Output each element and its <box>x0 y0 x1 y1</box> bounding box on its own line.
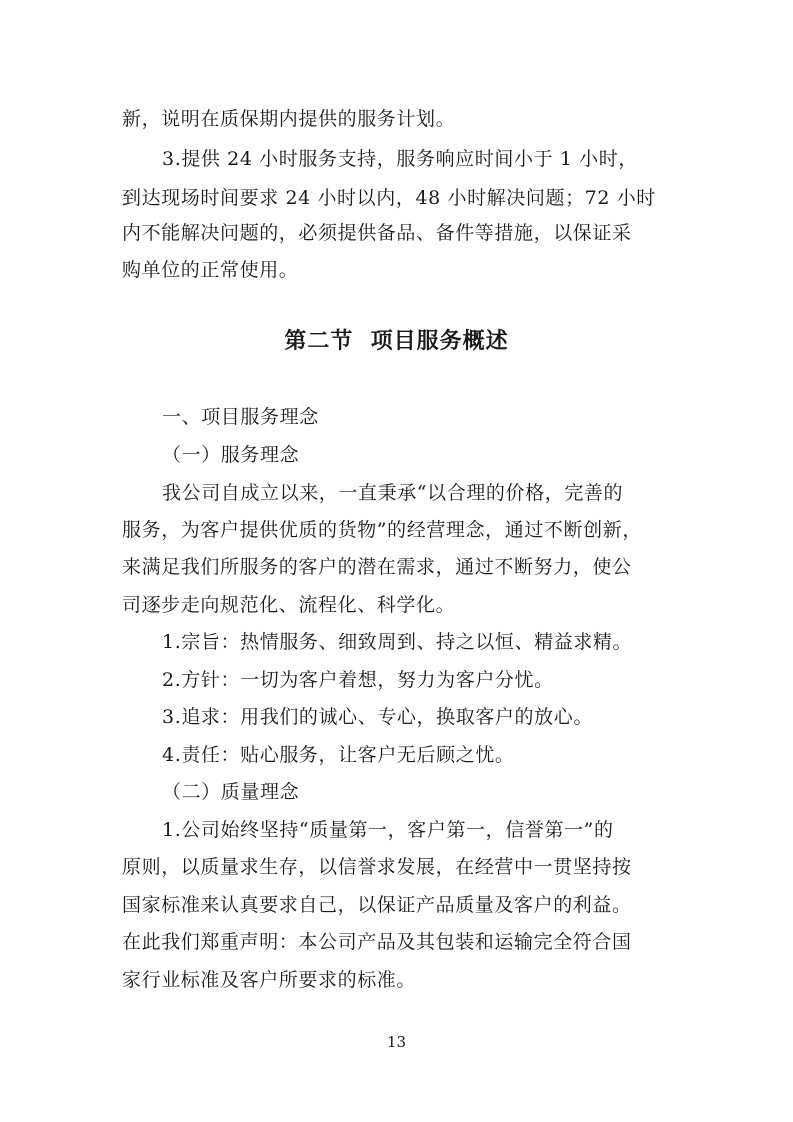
paragraph-line: 服务，为客户提供优质的货物”的经营理念，通过不断创新， <box>122 519 642 541</box>
list-item: 1.公司始终坚持“质量第一，客户第一，信誉第一”的 <box>162 819 614 841</box>
part-title: 一、项目服务理念 <box>162 406 319 428</box>
paragraph-line: 家行业标准及客户所要求的标准。 <box>122 969 417 991</box>
list-item: 1.宗旨：热情服务、细致周到、持之以恒、精益求精。 <box>162 631 633 653</box>
subsection-title: （一）服务理念 <box>162 444 300 466</box>
paragraph-line: 到达现场时间要求 24 小时以内，48 小时解决问题；72 小时 <box>122 187 656 209</box>
paragraph-line: 内不能解决问题的，必须提供备品、备件等措施，以保证采 <box>122 222 632 244</box>
section-heading <box>0 331 793 353</box>
paragraph-line: 来满足我们所服务的客户的潜在需求，通过不断努力，使公 <box>122 556 632 578</box>
list-item: 3.提供 24 小时服务支持，服务响应时间小于 1 小时， <box>162 148 638 170</box>
paragraph-line: 我公司自成立以来，一直秉承“以合理的价格，完善的 <box>162 482 624 504</box>
list-item: 2.方针：一切为客户着想，努力为客户分忧。 <box>162 669 554 691</box>
paragraph-line: 新，说明在质保期内提供的服务计划。 <box>122 108 456 130</box>
section-number: 第二节 <box>284 329 354 354</box>
paragraph-line: 司逐步走向规范化、流程化、科学化。 <box>122 594 456 616</box>
list-item: 4.责任：贴心服务，让客户无后顾之忧。 <box>162 744 515 766</box>
paragraph-line: 国家标准来认真要求自己，以保证产品质量及客户的利益。 <box>122 894 632 916</box>
list-item: 3.追求：用我们的诚心、专心，换取客户的放心。 <box>162 706 593 728</box>
paragraph-line: 在此我们郑重声明：本公司产品及其包装和运输完全符合国 <box>122 931 632 953</box>
section-title: 项目服务概述 <box>370 329 509 354</box>
paragraph-line: 原则，以质量求生存，以信誉求发展，在经营中一贯坚持按 <box>122 856 632 878</box>
page-number: 13 <box>386 1033 407 1051</box>
subsection-title: （二）质量理念 <box>162 781 300 803</box>
paragraph-line: 购单位的正常使用。 <box>122 259 299 281</box>
